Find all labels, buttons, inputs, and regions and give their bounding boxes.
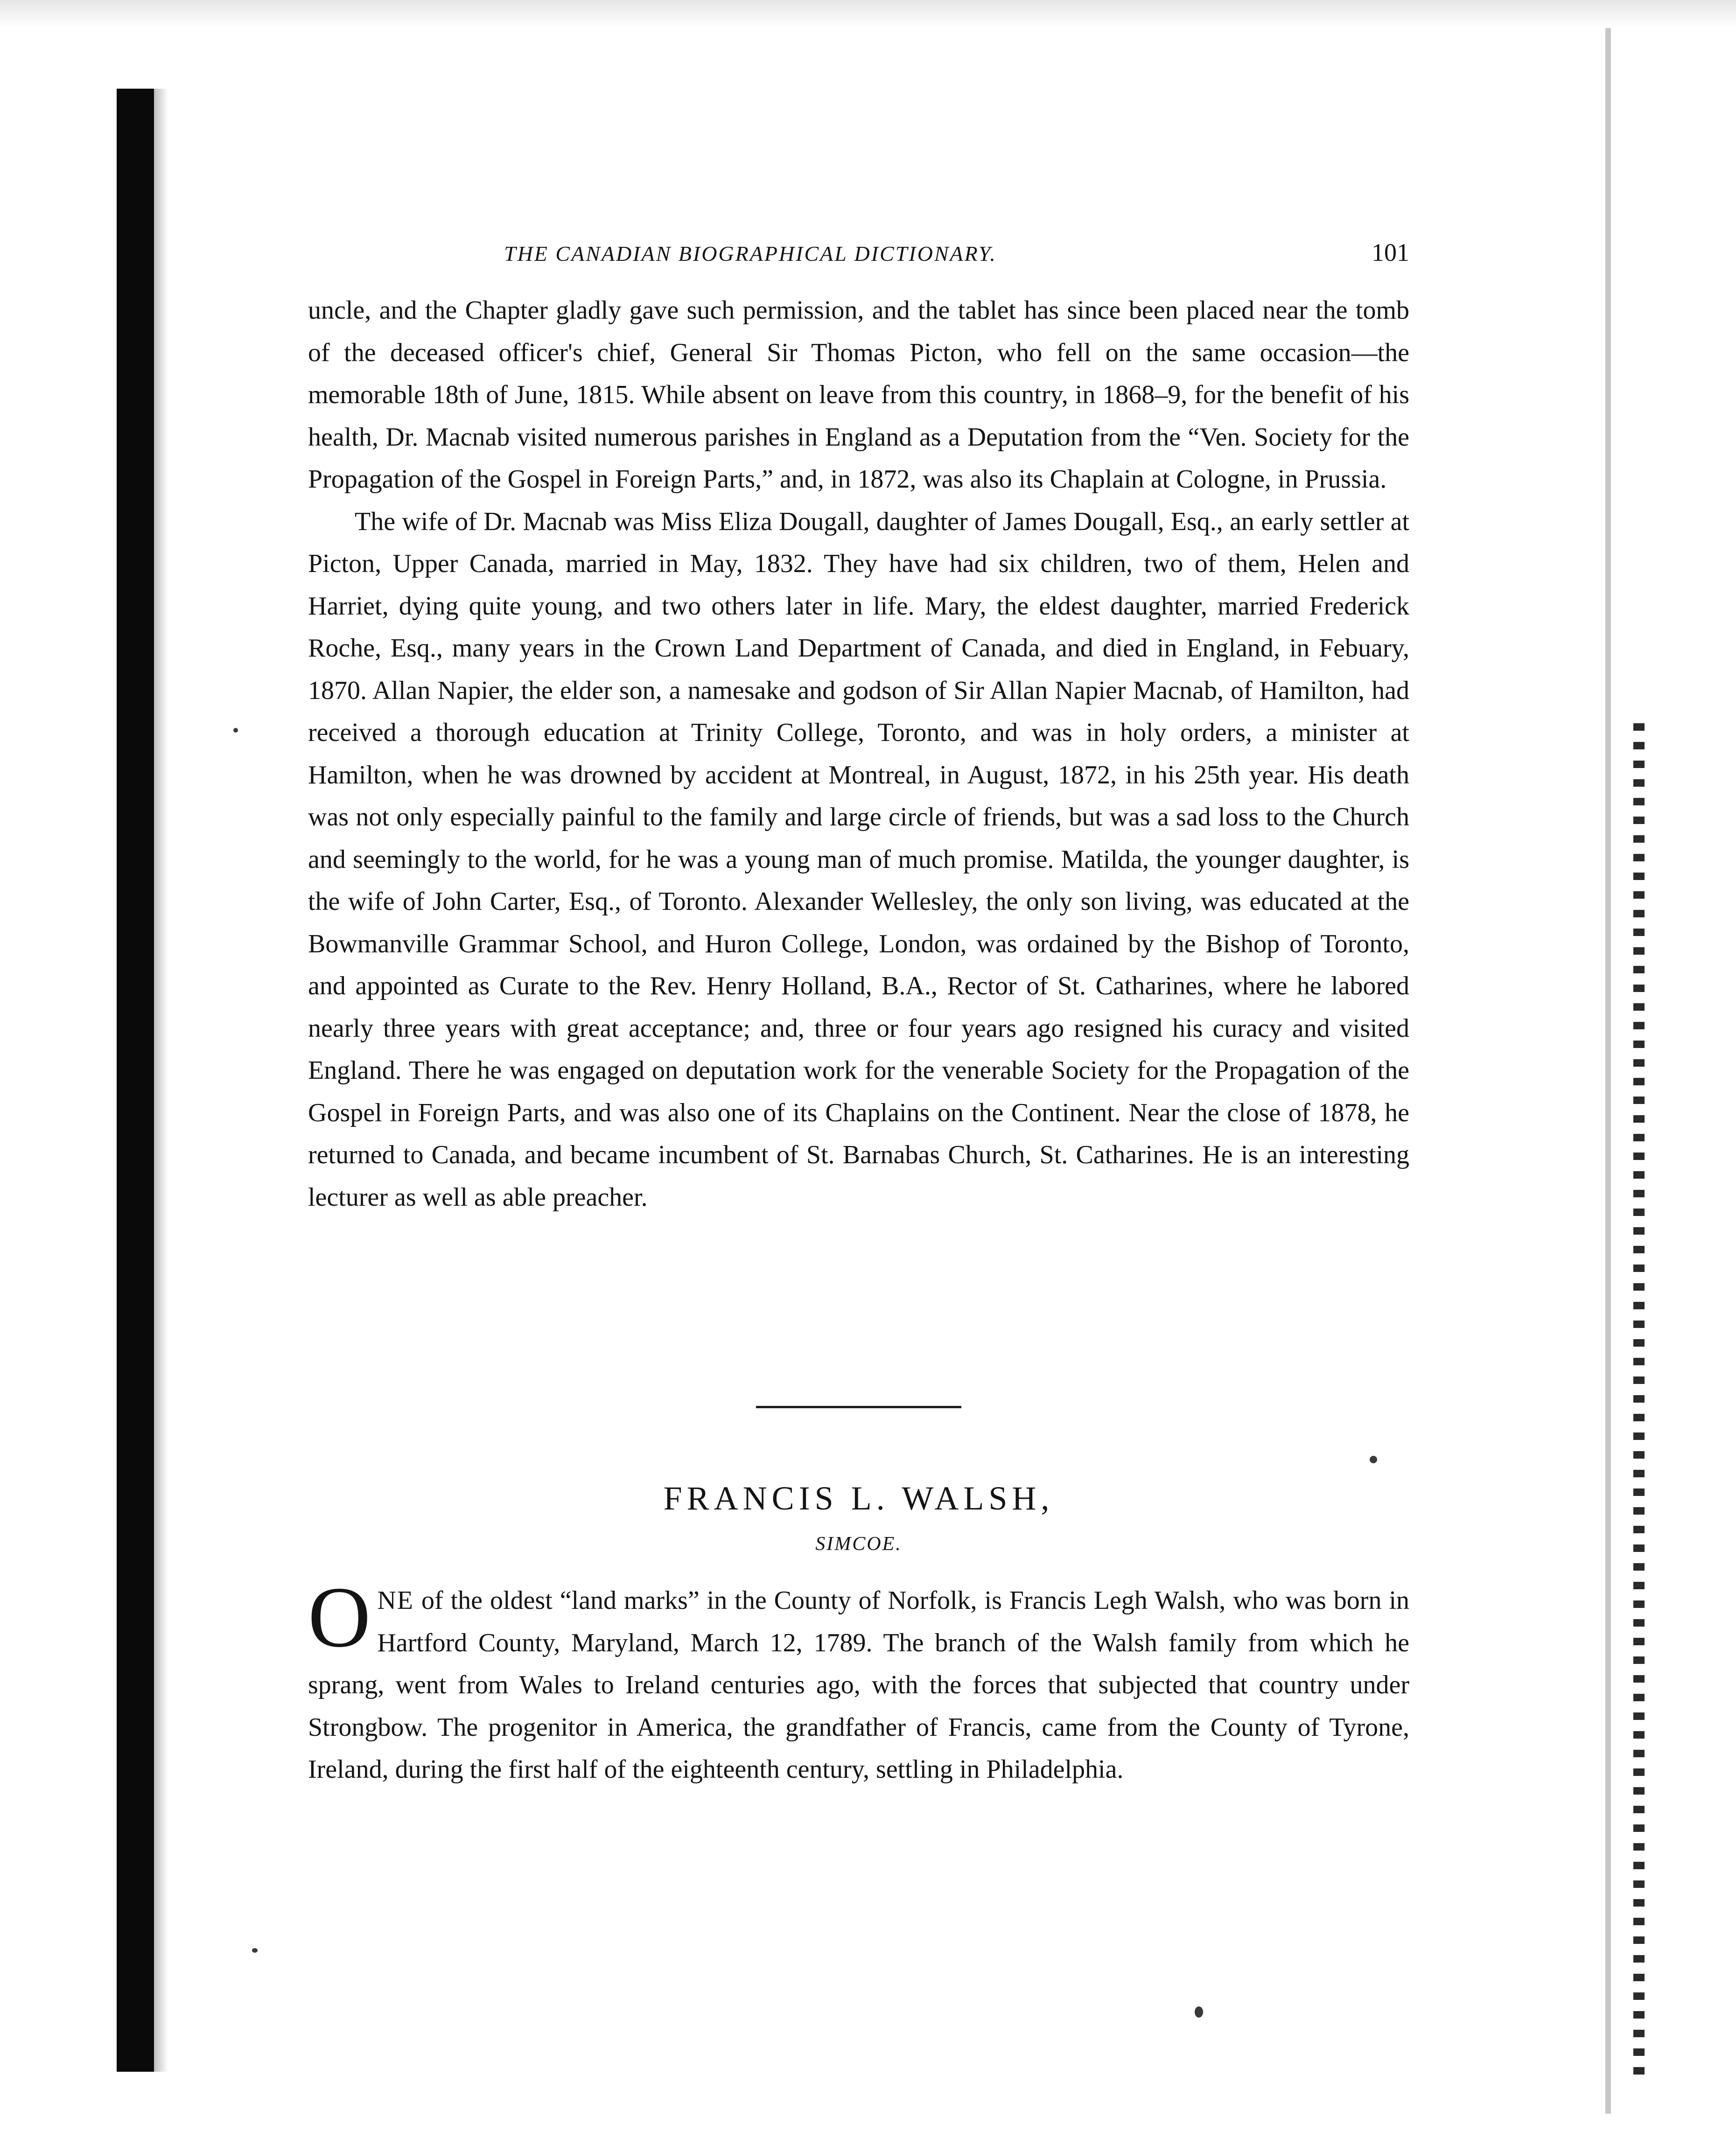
binding-stitching <box>1633 723 1645 2076</box>
binding-spine <box>117 89 154 2072</box>
scan-edge <box>0 0 1736 28</box>
opening-paragraph: of the oldest “land marks” in the County of Norfolk, is Francis Legh Walsh, who was born in Hartford County, Maryland, March 12, 1789. The branch of the Walsh family from which he sprang, went from Wales to Ireland centuries ago, with the forces that subjected that country under Strongbow. The progenitor in America, the grandfather of Francis, came from the County of Tyrone, Ireland, during the first half of the eighteenth century, settling in Philadelphia. <box>308 1586 1410 1784</box>
drop-cap: O <box>308 1569 371 1665</box>
scan-speck <box>1370 1456 1377 1463</box>
page-edge <box>1605 28 1611 2114</box>
running-title: THE CANADIAN BIOGRAPHICAL DICTIONARY. <box>504 242 997 266</box>
section-divider <box>756 1406 961 1408</box>
biography-place: SIMCOE. <box>815 1533 902 1555</box>
scan-speck <box>1195 2006 1203 2018</box>
scan-speck <box>233 728 238 733</box>
main-text <box>308 289 1409 1218</box>
scan-speck <box>252 1948 258 1953</box>
biography-heading: FRANCIS L. WALSH, <box>663 1480 1054 1517</box>
page-number: 101 <box>1372 238 1409 266</box>
paragraph-continued: uncle, and the Chapter gladly gave such permission, and the tablet has since been placed near the tomb of the deceased officer's chief, General Sir Thomas Picton, who fell on the same occasion—the memorable 18th of June, 1815. While absent on leave from this country, in 1868–9, for the benefit of his health, Dr. Macnab visited numerous parishes in England as a Deputation from the “Ven. Society for the Propagation of the Gospel in Foreign Parts,” and, in 1872, was also its Chaplain at Cologne, in Prussia. <box>308 296 1409 494</box>
biography-opening <box>308 1569 1410 1791</box>
opening-words: NE <box>377 1586 414 1615</box>
spine-shadow <box>154 89 168 2072</box>
paragraph-family: The wife of Dr. Macnab was Miss Eliza Dougall, daughter of James Dougall, Esq., an early settler at Picton, Upper Canada, married in May, 1832. They have had six children, two of them, Helen and Harriet, dying quite young, and two others later in life. Mary, the eldest daughter, married Frederick Roche, Esq., many years in the Crown Land Department of Canada, and died in England, in Febuary, 1870. Allan Napier, the elder son, a namesake and godson of Sir Allan Napier Macnab, of Hamilton, had received a thorough education at Trinity College, Toronto, and was in holy orders, a minister at Hamilton, when he was drowned by accident at Montreal, in August, 1872, in his 25th year. His death was not only especially painful to the family and large circle of friends, but was a sad loss to the Church and seemingly to the world, for he was a young man of much promise. Matilda, the younger daughter, is the wife of John Carter, Esq., of Toronto. Alexander Wellesley, the only son living, was educated at the Bowmanville Grammar School, and Huron College, London, was ordained by the Bishop of Toronto, and appointed as Curate to the Rev. Henry Holland, B.A., Rector of St. Catharines, where he labored nearly three years with great acceptance; and, three or four years ago resigned his curacy and visited England. There he was engaged on deputation work for the venerable Society for the Propagation of the Gospel in Foreign Parts, and was also one of its Chaplains on the Continent. Near the close of 1878, he returned to Canada, and became incumbent of St. Barnabas Church, St. Catharines. He is an interesting lecturer as well as able preacher. <box>308 507 1409 1212</box>
running-head <box>504 238 1409 275</box>
